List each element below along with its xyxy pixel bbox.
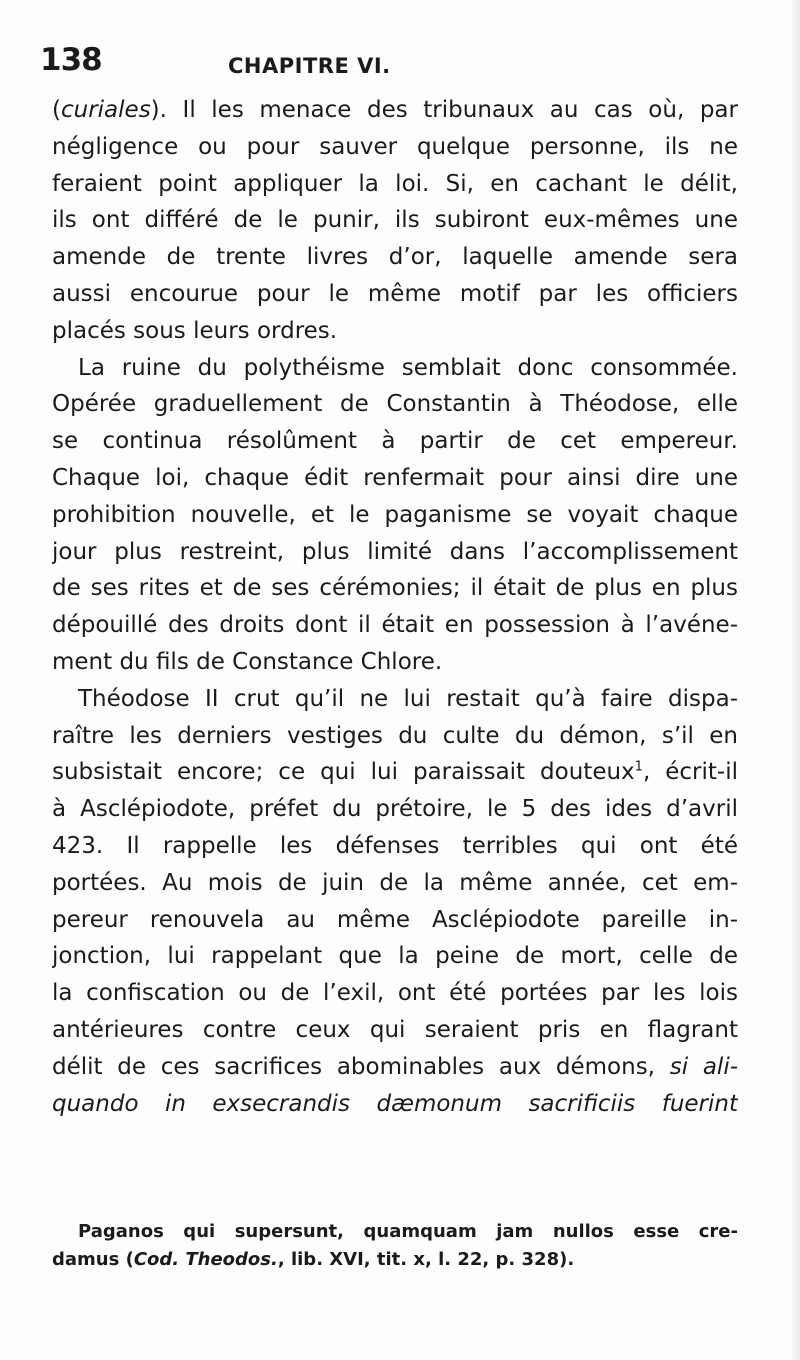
text-span: subsistait encore; ce qui lui paraissait douteux [52, 759, 635, 786]
text-span: jonction, lui rappelant que la peine de mort, celle de [52, 943, 738, 970]
footnote-text: damus ( [52, 1249, 134, 1270]
text-span: jour plus restreint, plus limité dans l’accomplissement [52, 538, 738, 565]
text-span: ment du fils de Constance Chlore. [52, 648, 443, 675]
text-line [52, 1012, 738, 1049]
text-span: aussi encourue pour le même motif par les officiers [52, 280, 738, 307]
page-header [40, 42, 740, 88]
text-span: prohibition nouvelle, et le paganisme se voyait chaque [52, 501, 738, 528]
text-line [52, 975, 738, 1012]
text-line [52, 718, 738, 755]
text-line [52, 129, 738, 166]
footnote-line [52, 1246, 738, 1274]
text-line [52, 239, 738, 276]
text-span: délit de ces sacrifices abominables aux démons, [52, 1053, 655, 1080]
text-line [52, 497, 738, 534]
running-title: CHAPITRE VI. [228, 54, 391, 78]
footnote-citation: Cod. Theodos. [133, 1249, 278, 1270]
text-span: antérieures contre ceux qui seraient pris en flagrant [52, 1016, 738, 1043]
text-span: de ses rites et de ses cérémonies; il était de plus en plus [52, 575, 738, 602]
italic-text: curiales [60, 97, 151, 123]
footnote-marker: 1 [634, 759, 643, 775]
text-span: pereur renouvela au même Asclépiodote pareille in- [52, 906, 738, 933]
text-line [52, 166, 738, 203]
page-edge-shadow [790, 0, 800, 1360]
text-line [52, 92, 738, 129]
text-line [52, 350, 738, 387]
text-span: se continua résolûment à partir de cet empereur. [52, 428, 738, 455]
text-span: Théodose II crut qu’il ne lui restait qu’à faire dispa- [78, 685, 738, 712]
text-span: ( [52, 97, 61, 123]
text-span: raître les derniers vestiges du culte du démon, s’il en [52, 722, 738, 749]
text-line [52, 754, 738, 791]
text-span: , écrit-il [642, 759, 738, 786]
text-span: ils ont différé de le punir, ils subiront eux-mêmes une [52, 207, 738, 234]
text-span: 423. Il rappelle les défenses terribles qui ont été [52, 832, 738, 859]
footnote-text: Paganos qui supersunt, quamquam jam nullos esse cre- [78, 1221, 738, 1242]
text-span: à Asclépiodote, préfet du prétoire, le 5 des ides d’avril [52, 796, 738, 823]
text-span: Opérée graduellement de Constantin à Théodose, elle [52, 391, 738, 418]
text-line [52, 423, 738, 460]
text-line [52, 607, 738, 644]
text-line [52, 386, 738, 423]
text-span: placés sous leurs ordres. [52, 317, 338, 344]
text-line [52, 276, 738, 313]
text-line [52, 828, 738, 865]
text-span: portées. Au mois de juin de la même année, cet em- [52, 869, 738, 896]
text-span: dépouillé des droits dont il était en possession à l’avéne- [52, 612, 738, 639]
paragraph-block [52, 92, 738, 1122]
text-line [52, 902, 738, 939]
italic-text: si ali- [669, 1053, 738, 1080]
text-span: feraient point appliquer la loi. Si, en cachant le délit, [52, 170, 738, 197]
text-span: La ruine du polythéisme semblait donc consommée. [78, 354, 738, 381]
text-span: amende de trente livres d’or, laquelle amende sera [52, 244, 738, 271]
footnote-line [52, 1218, 738, 1246]
body-text [52, 92, 738, 1122]
text-line [52, 1086, 738, 1123]
text-span: négligence ou pour sauver quelque personne, ils ne [52, 133, 738, 160]
text-line [52, 644, 738, 681]
text-line [52, 938, 738, 975]
text-line [52, 570, 738, 607]
page-number: 138 [40, 42, 102, 78]
italic-text: quando in exsecrandis dæmonum sacrificiis fuerint [52, 1090, 738, 1117]
text-line [52, 202, 738, 239]
text-span: la confiscation ou de l’exil, ont été portées par les lois [52, 980, 738, 1007]
text-line [52, 313, 738, 350]
text-line [52, 791, 738, 828]
footnote-text: , lib. XVI, tit. x, l. 22, p. 328). [277, 1249, 575, 1270]
text-line [52, 460, 738, 497]
text-line [52, 534, 738, 571]
footnote [52, 1218, 738, 1274]
text-span: Chaque loi, chaque édit renfermait pour ainsi dire une [52, 464, 738, 491]
text-line [52, 865, 738, 902]
text-line [52, 681, 738, 718]
text-span: ). Il les menace des tribunaux au cas où, par [150, 97, 738, 123]
text-line [52, 1049, 738, 1086]
